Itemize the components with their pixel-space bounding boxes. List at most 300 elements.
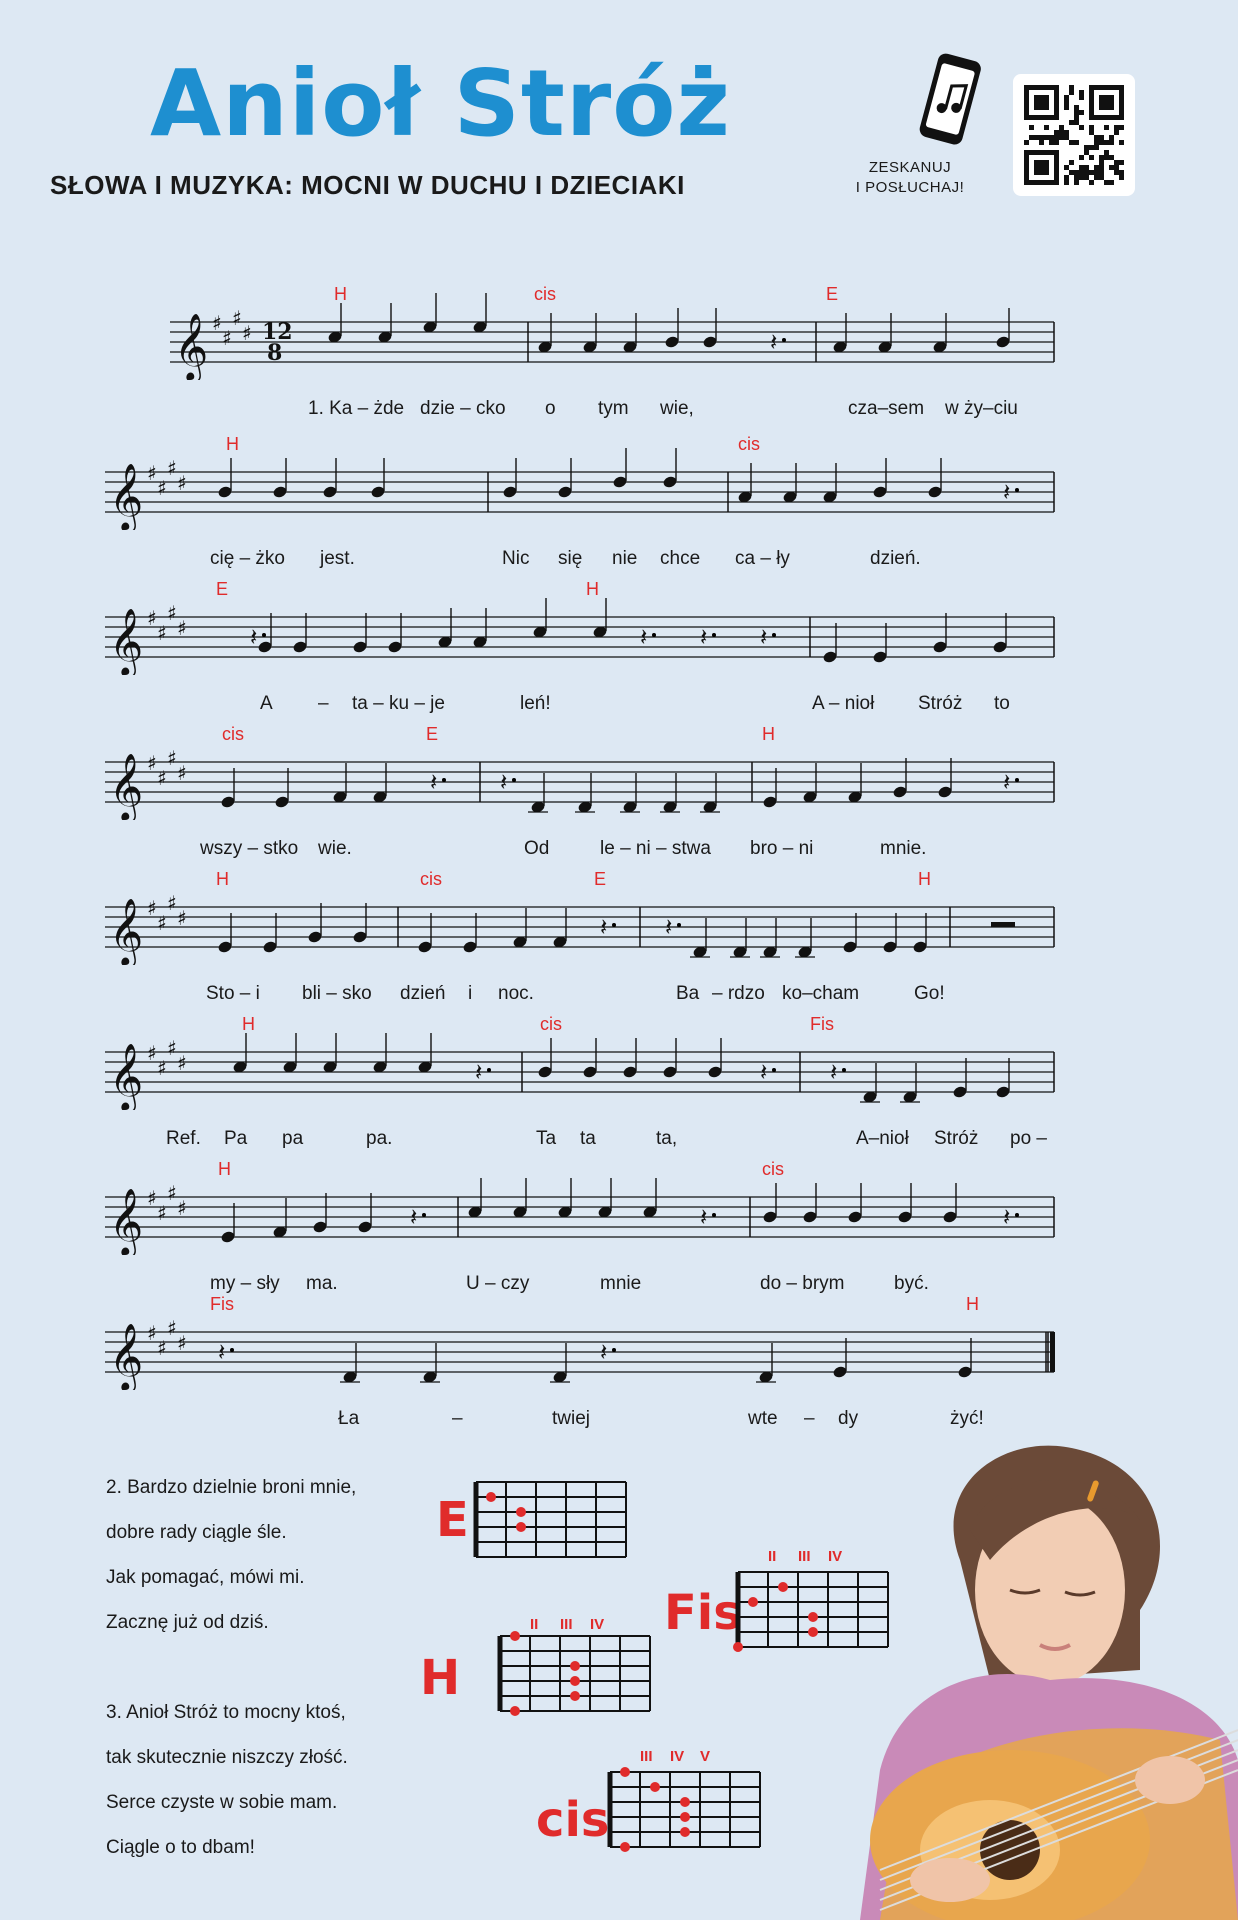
sharp-sign-icon: ♯ (212, 311, 222, 335)
fretboard-grid (495, 1631, 665, 1726)
qr-module (1104, 150, 1109, 155)
sharp-sign-icon: ♯ (167, 1181, 177, 1205)
rest-icon: 𝄽 (410, 1203, 418, 1231)
qr-module (1044, 125, 1049, 130)
qr-module (1104, 180, 1109, 185)
qr-module (1049, 135, 1054, 140)
lyric-syllable: dzień. (870, 548, 921, 569)
sharp-sign-icon: ♯ (167, 601, 177, 625)
qr-module (1094, 140, 1099, 145)
sharp-sign-icon: ♯ (157, 766, 167, 790)
qr-module (1074, 170, 1079, 175)
scan-instruction (848, 158, 972, 198)
fret-number: III (560, 1616, 573, 1633)
sharp-sign-icon: ♯ (177, 1331, 187, 1355)
qr-module (1109, 135, 1114, 140)
qr-module (1069, 120, 1074, 125)
qr-module (1114, 160, 1119, 165)
qr-module (1099, 155, 1104, 160)
dot (1015, 1213, 1019, 1217)
qr-module (1109, 155, 1114, 160)
treble-clef-icon: 𝄞 (174, 312, 209, 380)
lyric-syllable: wie. (318, 838, 352, 859)
sharp-sign-icon: ♯ (177, 616, 187, 640)
lyric-syllable: dy (838, 1408, 859, 1429)
dot (1015, 778, 1019, 782)
qr-module (1099, 165, 1104, 170)
music-staff (0, 565, 1238, 675)
qr-module (1064, 130, 1069, 135)
qr-module (1074, 175, 1079, 180)
fret-number: II (768, 1548, 777, 1565)
verse-3 (106, 1690, 348, 1870)
finger-dot (680, 1797, 690, 1807)
qr-module (1024, 140, 1029, 145)
qr-module (1079, 95, 1084, 100)
lyric-syllable: to (994, 693, 1010, 714)
music-staff (0, 1280, 1238, 1390)
dot (712, 1213, 716, 1217)
qr-module (1064, 95, 1069, 100)
chord-symbol: H (966, 1294, 979, 1314)
finger-dot (570, 1661, 580, 1671)
finger-dot (778, 1582, 788, 1592)
lyric-syllable: tym (598, 398, 629, 419)
staff-system-6 (0, 1000, 1238, 1149)
sharp-sign-icon: ♯ (157, 1336, 167, 1360)
qr-module (1119, 125, 1124, 130)
qr-module (1094, 170, 1099, 175)
verse-line: Serce czyste w sobie mam. (106, 1792, 338, 1813)
finger-dot (620, 1767, 630, 1777)
qr-module (1104, 155, 1109, 160)
lyric-syllable: Ta (536, 1128, 557, 1149)
dot (782, 338, 786, 342)
lyric-syllable: Ref. (166, 1128, 201, 1149)
qr-module (1064, 135, 1069, 140)
lyric-syllable: jest. (320, 548, 355, 569)
qr-module (1079, 90, 1084, 95)
lyric-syllable: się (558, 548, 583, 569)
sharp-sign-icon: ♯ (157, 911, 167, 935)
chord-symbol: Fis (210, 1294, 234, 1314)
chord-symbol: E (216, 579, 229, 599)
lyric-syllable: le – ni – stwa (600, 838, 711, 859)
staff-system-7 (0, 1145, 1238, 1294)
verse-2 (106, 1465, 356, 1645)
finger-dot (516, 1522, 526, 1532)
treble-clef-icon: 𝄞 (109, 1042, 144, 1110)
finger-dot (733, 1642, 743, 1652)
sharp-sign-icon: ♯ (177, 1196, 187, 1220)
chord-symbol: cis (738, 434, 760, 454)
qr-module (1029, 125, 1034, 130)
treble-clef-icon: 𝄞 (109, 607, 144, 675)
finger-dot (516, 1507, 526, 1517)
qr-module (1094, 165, 1099, 170)
finger-dot (748, 1597, 758, 1607)
qr-module (1074, 105, 1079, 110)
qr-module (1064, 100, 1069, 105)
chord-symbol: cis (540, 1014, 562, 1034)
rest-icon: 𝄽 (700, 1203, 708, 1231)
qr-module (1109, 180, 1114, 185)
song-title: Anioł Stróż (150, 50, 731, 157)
rest-icon: 𝄽 (500, 768, 508, 796)
finger-dot (680, 1827, 690, 1837)
staff-system-1 (0, 270, 1238, 419)
qr-module (1064, 105, 1069, 110)
dot (772, 633, 776, 637)
lyric-syllable: bro – ni (750, 838, 814, 859)
lyric-syllable: ma. (306, 1273, 338, 1294)
rest-icon: 𝄽 (218, 1338, 226, 1366)
qr-module (1059, 135, 1064, 140)
qr-module (1069, 85, 1074, 90)
lyric-syllable: Pa (224, 1128, 248, 1149)
fret-number: III (798, 1548, 811, 1565)
staff-system-8 (0, 1280, 1238, 1429)
qr-module (1069, 90, 1074, 95)
lyric-syllable: dzie – cko (420, 398, 506, 419)
qr-module (1094, 135, 1099, 140)
music-staff (0, 710, 1238, 820)
rest-icon: 𝄽 (665, 913, 673, 941)
dot (612, 1348, 616, 1352)
staff-system-3 (0, 565, 1238, 714)
chord-diagram-name: cis (536, 1792, 610, 1848)
sharp-sign-icon: ♯ (167, 1036, 177, 1060)
sharp-sign-icon: ♯ (177, 761, 187, 785)
music-staff (0, 420, 1238, 530)
dot (652, 633, 656, 637)
qr-module (1064, 165, 1069, 170)
dot (677, 923, 681, 927)
qr-module (1069, 160, 1074, 165)
lyric-syllable: po – (1010, 1128, 1047, 1149)
lyric-syllable: Stróż (918, 693, 963, 714)
music-staff (0, 1000, 1238, 1110)
qr-code-image (1013, 74, 1135, 196)
qr-module (1114, 125, 1119, 130)
lyric-syllable: Nic (502, 548, 530, 569)
rest-icon: 𝄽 (250, 623, 258, 651)
sharp-sign-icon: ♯ (167, 746, 177, 770)
lyric-syllable: Stróż (934, 1128, 979, 1149)
sharp-sign-icon: ♯ (157, 621, 167, 645)
verse-line: Zacznę już od dziś. (106, 1612, 269, 1633)
chord-diagram-name: Fis (664, 1585, 742, 1641)
qr-module (1039, 135, 1044, 140)
qr-module (1099, 160, 1104, 165)
music-staff (0, 855, 1238, 965)
sharp-sign-icon: ♯ (157, 1201, 167, 1225)
finger-dot (650, 1782, 660, 1792)
chord-symbol: E (594, 869, 607, 889)
dot (712, 633, 716, 637)
qr-module (1059, 125, 1064, 130)
qr-module (1054, 130, 1059, 135)
chord-symbol: Fis (810, 1014, 834, 1034)
lyric-syllable: nie (612, 548, 638, 569)
song-credits: SŁOWA I MUZYKA: MOCNI W DUCHU I DZIECIAKI (50, 170, 685, 200)
qr-module (1059, 130, 1064, 135)
qr-module (1099, 175, 1104, 180)
fret-number: II (530, 1616, 539, 1633)
qr-module (1079, 170, 1084, 175)
dot (487, 1068, 491, 1072)
fretboard-grid (471, 1477, 641, 1572)
sharp-sign-icon: ♯ (242, 321, 252, 345)
dot (230, 1348, 234, 1352)
qr-module (1114, 170, 1119, 175)
lyric-syllable: do – brym (760, 1273, 845, 1294)
qr-module (1089, 155, 1094, 160)
lyric-syllable: Go! (914, 983, 945, 1004)
lyric-syllable: noc. (498, 983, 534, 1004)
chord-symbol: H (216, 869, 229, 889)
lyric-syllable: – (452, 1408, 463, 1429)
qr-module (1064, 180, 1069, 185)
lyric-syllable: – (318, 693, 329, 714)
qr-module (1099, 170, 1104, 175)
lyric-syllable: być. (894, 1273, 929, 1294)
chord-symbol: H (334, 284, 347, 304)
lyric-syllable: i (468, 983, 473, 1004)
dot (422, 1213, 426, 1217)
qr-module (1074, 120, 1079, 125)
qr-module (1079, 125, 1084, 130)
chord-symbol: cis (762, 1159, 784, 1179)
qr-module (1054, 135, 1059, 140)
sharp-sign-icon: ♯ (147, 606, 157, 630)
lyric-syllable: 1. Ka – żde (308, 398, 405, 419)
sharp-sign-icon: ♯ (147, 1186, 157, 1210)
lyric-syllable: wszy – stko (200, 838, 299, 859)
girl-with-guitar-illustration (840, 1440, 1238, 1920)
finger-dot (808, 1612, 818, 1622)
sharp-sign-icon: ♯ (222, 326, 232, 350)
lyric-syllable: ko–cham (782, 983, 860, 1004)
chord-diagram-name: E (436, 1492, 469, 1548)
rest-icon: 𝄽 (1003, 478, 1011, 506)
chord-symbol: H (586, 579, 599, 599)
qr-module (1054, 140, 1059, 145)
lyric-syllable: Sto – i (206, 983, 260, 1004)
dot (612, 923, 616, 927)
treble-clef-icon: 𝄞 (109, 752, 144, 820)
lyric-syllable: cza–sem (848, 398, 925, 419)
qr-module (1104, 125, 1109, 130)
chord-diagram-name: H (420, 1650, 461, 1706)
verse-line: Ciągle o to dbam! (106, 1837, 255, 1858)
qr-module (1114, 165, 1119, 170)
qr-module (1029, 135, 1034, 140)
dot (1015, 488, 1019, 492)
qr-module (1069, 170, 1074, 175)
verse-line: 3. Anioł Stróż to mocny ktoś, (106, 1702, 346, 1723)
lyric-syllable: twiej (552, 1408, 591, 1429)
lyric-syllable: ta – ku – je (352, 693, 445, 714)
whole-rest-icon (991, 922, 1015, 927)
rest-icon: 𝄽 (600, 1338, 608, 1366)
fret-number: IV (670, 1748, 685, 1765)
qr-finder-center (1099, 95, 1114, 110)
fretboard-grid (605, 1767, 775, 1862)
verse-line: dobre rady ciągle śle. (106, 1522, 287, 1543)
rest-icon: 𝄽 (770, 328, 778, 356)
qr-module (1119, 175, 1124, 180)
treble-clef-icon: 𝄞 (109, 462, 144, 530)
verse-line: tak skutecznie niszczy złość. (106, 1747, 348, 1768)
finger-dot (570, 1691, 580, 1701)
qr-module (1104, 140, 1109, 145)
lyric-syllable: żyć! (950, 1408, 984, 1429)
lyric-syllable: – (804, 1408, 815, 1429)
qr-module (1094, 145, 1099, 150)
qr-module (1084, 170, 1089, 175)
qr-module (1044, 135, 1049, 140)
qr-module (1089, 125, 1094, 130)
qr-module (1114, 130, 1119, 135)
final-bar-thick (1050, 1332, 1055, 1372)
fret-number: IV (590, 1616, 605, 1633)
lyric-syllable: ta, (656, 1128, 678, 1149)
qr-module (1109, 140, 1114, 145)
lyric-syllable: mnie. (880, 838, 927, 859)
sharp-sign-icon: ♯ (232, 306, 242, 330)
lyric-syllable: ta (580, 1128, 596, 1149)
qr-module (1099, 135, 1104, 140)
dot (442, 778, 446, 782)
rest-icon: 𝄽 (640, 623, 648, 651)
chord-symbol: H (242, 1014, 255, 1034)
qr-module (1084, 145, 1089, 150)
lyric-syllable: leń! (520, 693, 551, 714)
sharp-sign-icon: ♯ (147, 461, 157, 485)
lyric-syllable: Ła (338, 1408, 360, 1429)
qr-module (1079, 110, 1084, 115)
finger-dot (510, 1706, 520, 1716)
lyric-syllable: ca – ły (735, 548, 790, 569)
scan-line-1: ZESKANUJ (868, 159, 952, 176)
sharp-sign-icon: ♯ (167, 891, 177, 915)
finger-dot (680, 1812, 690, 1822)
chord-symbol: cis (222, 724, 244, 744)
lyric-syllable: my – sły (210, 1273, 280, 1294)
rest-icon: 𝄽 (760, 623, 768, 651)
lyric-syllable: chce (660, 548, 701, 569)
sharp-sign-icon: ♯ (147, 896, 157, 920)
dot (772, 1068, 776, 1072)
sharp-sign-icon: ♯ (177, 906, 187, 930)
qr-module (1119, 170, 1124, 175)
lyric-syllable: wie, (660, 398, 694, 419)
sharp-sign-icon: ♯ (147, 751, 157, 775)
sharp-sign-icon: ♯ (157, 1056, 167, 1080)
qr-module (1119, 140, 1124, 145)
qr-module (1089, 170, 1094, 175)
qr-module (1074, 110, 1079, 115)
lyric-syllable: w ży–ciu (945, 398, 1018, 419)
fret-number: IV (828, 1548, 843, 1565)
verse-line: Jak pomagać, mówi mi. (106, 1567, 305, 1588)
sharp-sign-icon: ♯ (167, 456, 177, 480)
qr-module (1039, 140, 1044, 145)
qr-module (1109, 165, 1114, 170)
lyric-syllable: bli – sko (302, 983, 372, 1004)
lyric-syllable: A – nioł (812, 693, 875, 714)
qr-module (1074, 180, 1079, 185)
qr-module (1069, 140, 1074, 145)
qr-module (1089, 145, 1094, 150)
finger-dot (808, 1627, 818, 1637)
dot (262, 633, 266, 637)
time-signature-bottom: 8 (267, 340, 283, 366)
qr-module (1094, 175, 1099, 180)
qr-module (1084, 150, 1089, 155)
phone-music-icon (910, 50, 990, 150)
qr-finder-center (1034, 95, 1049, 110)
qr-module (1074, 115, 1079, 120)
treble-clef-icon: 𝄞 (109, 897, 144, 965)
fret-number: V (700, 1748, 711, 1765)
qr-module (1099, 140, 1104, 145)
lyric-syllable: o (545, 398, 556, 419)
qr-finder-center (1034, 160, 1049, 175)
treble-clef-icon: 𝄞 (109, 1187, 144, 1255)
qr-module (1089, 180, 1094, 185)
lyric-syllable: mnie (600, 1273, 642, 1294)
lyric-syllable: pa (282, 1128, 304, 1149)
staff-system-2 (0, 420, 1238, 569)
sharp-sign-icon: ♯ (157, 476, 167, 500)
sharp-sign-icon: ♯ (147, 1321, 157, 1345)
music-staff (0, 270, 1238, 380)
rest-icon: 𝄽 (830, 1058, 838, 1086)
qr-module (1079, 165, 1084, 170)
chord-symbol: cis (420, 869, 442, 889)
lyric-syllable: wte (748, 1408, 778, 1429)
finger-dot (486, 1492, 496, 1502)
fret-number: III (640, 1748, 653, 1765)
staff-system-5 (0, 855, 1238, 1004)
chord-symbol: E (826, 284, 839, 304)
qr-module (1089, 130, 1094, 135)
qr-module (1074, 140, 1079, 145)
chord-symbol: cis (534, 284, 556, 304)
rest-icon: 𝄽 (475, 1058, 483, 1086)
rest-icon: 𝄽 (600, 913, 608, 941)
qr-code[interactable] (1013, 74, 1135, 196)
rest-icon: 𝄽 (1003, 1203, 1011, 1231)
time-signature-top: 12 (262, 319, 293, 345)
lyric-syllable: U – czy (466, 1273, 530, 1294)
lyric-syllable: pa. (366, 1128, 393, 1149)
rest-icon: 𝄽 (700, 623, 708, 651)
qr-module (1079, 155, 1084, 160)
verse-line: 2. Bardzo dzielnie broni mnie, (106, 1477, 357, 1498)
lyric-syllable: dzień (400, 983, 446, 1004)
qr-module (1084, 175, 1089, 180)
sharp-sign-icon: ♯ (147, 1041, 157, 1065)
chord-symbol: H (218, 1159, 231, 1179)
qr-module (1034, 135, 1039, 140)
chord-symbol: E (426, 724, 439, 744)
music-staff (0, 1145, 1238, 1255)
sharp-sign-icon: ♯ (167, 1316, 177, 1340)
finger-dot (510, 1631, 520, 1641)
